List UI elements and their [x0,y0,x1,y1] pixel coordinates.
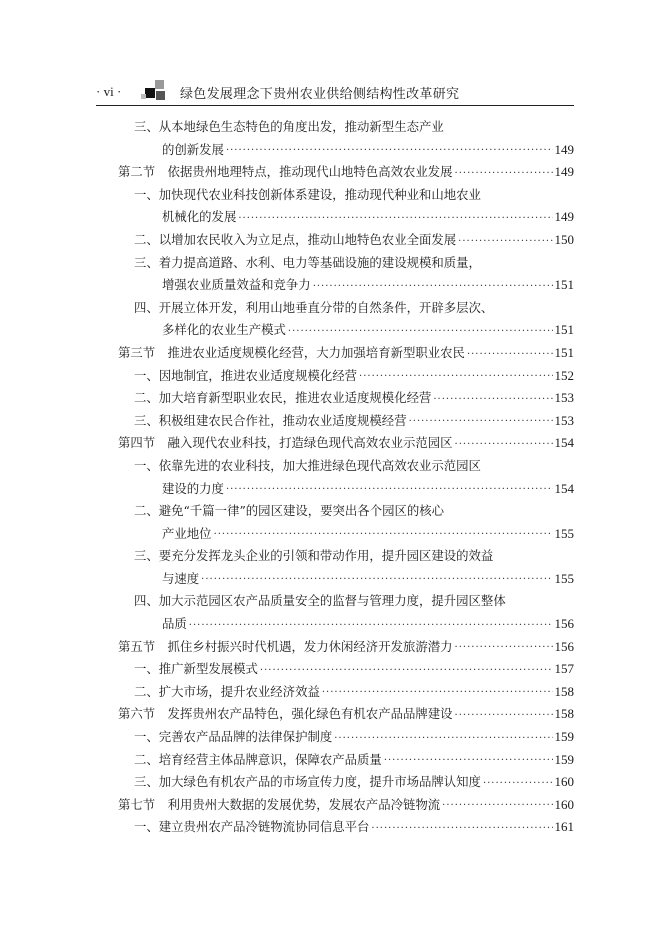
page-number: · vi · [96,84,122,99]
toc-entry-label: 二、以增加农民收入为立足点，推动山地特色农业全面发展 [134,231,457,247]
toc-entry [118,749,574,772]
dot-leader [455,435,553,455]
toc-entry-label: 建设的力度 [162,480,224,496]
toc-page-number: 160 [554,774,574,790]
toc-entry [118,658,574,681]
dot-leader [288,322,553,342]
toc-entry-label: 增强农业质量效益和竞争力 [162,277,311,293]
toc-entry-label: 一、建立贵州农产品冷链物流协同信息平台 [134,819,370,835]
dot-leader [458,232,552,252]
toc-page-number: 153 [554,390,574,406]
toc-page-number: 151 [554,344,574,360]
dot-leader [455,706,553,726]
dot-leader [409,412,553,432]
toc-entry-line1: 四、加大示范园区农产品质量安全的监督与管理力度，提升园区整体 [134,593,506,609]
running-header [96,78,566,104]
toc-page-number: 159 [554,729,574,745]
toc-entry-line1: 三、着力提高道路、水利、电力等基础设施的建设规模和质量， [134,254,481,270]
toc-entry-label: 第四节 融入现代农业科技，打造绿色现代高效农业示范园区 [118,435,453,451]
toc-entry-label: 一、因地制宜，推进农业适度规模化经营 [134,367,358,383]
toc-page-number: 154 [554,435,574,451]
toc-entry-label: 第六节 发挥贵州农产品特色，强化绿色有机农产品品牌建设 [118,706,453,722]
dot-leader [433,390,552,410]
toc-section-entry [118,161,574,184]
toc-entry [118,613,574,636]
toc-entry-line1: 一、依靠先进的农业科技，加大推进绿色现代高效农业示范园区 [134,457,481,473]
toc-page-number: 160 [554,796,574,812]
toc-entry-label: 品质 [162,616,187,632]
toc-page-number: 149 [554,141,574,157]
dot-leader [189,616,553,636]
dot-leader [384,751,553,771]
toc-page-number: 150 [554,231,574,247]
dot-leader [334,729,552,749]
toc-entry [118,206,574,229]
toc-entry-line1: 三、从本地绿色生态特色的角度出发，推动新型生态产业 [134,119,444,134]
toc-entry [118,365,574,388]
dot-leader [483,774,553,794]
toc-page-number: 158 [554,683,574,699]
toc-entry [118,478,574,501]
toc-page-number: 151 [554,322,574,338]
dot-leader [313,277,553,297]
dot-leader [359,367,552,387]
toc-page-number: 151 [554,277,574,293]
toc-entry-label: 的创新发展 [162,141,224,157]
dot-leader [201,570,552,590]
dot-leader [371,819,552,839]
dot-leader [455,164,553,184]
toc-page-number: 159 [554,751,574,767]
toc-entry-label: 第五节 抓住乡村振兴时代机遇，发力休闲经济开发旅游潜力 [118,638,453,654]
decorative-squares-icon [141,80,169,102]
table-of-contents [118,116,574,839]
toc-page-number: 153 [554,412,574,428]
toc-section-entry [118,342,574,365]
toc-entry-line1: 四、开展立体开发，利用山地垂直分带的自然条件，开辟多层次、 [134,299,494,315]
toc-entry [118,410,574,433]
toc-page-number: 158 [554,706,574,722]
dot-leader [214,525,553,545]
toc-entry-label: 第二节 依据贵州地理特点，推动现代山地特色高效农业发展 [118,164,453,180]
dot-leader [226,141,553,161]
toc-page-number: 149 [554,164,574,180]
book-title: 绿色发展理念下贵州农业供给侧结构性改革研究 [180,87,460,102]
toc-entry-line1: 二、避免“千篇一律”的园区建设，要突出各个园区的核心 [134,503,445,519]
toc-page-number: 152 [554,367,574,383]
toc-entry [118,387,574,410]
dot-leader [260,661,553,681]
toc-entry-label: 三、加大绿色有机农产品的市场宣传力度，提升市场品牌认知度 [134,774,481,790]
dot-leader [455,638,553,658]
toc-entry-label: 第三节 推进农业适度规模化经营，大力加强培育新型职业农民 [118,344,465,360]
dot-leader [322,683,553,703]
toc-entry [118,229,574,252]
toc-entry [118,771,574,794]
toc-page-number: 149 [554,209,574,225]
toc-section-entry [118,432,574,455]
toc-page-number: 156 [554,616,574,632]
toc-entry [118,568,574,591]
toc-entry-label: 与速度 [162,570,200,586]
toc-entry-label: 产业地位 [162,525,212,541]
dot-leader [226,480,553,500]
toc-page-number: 155 [554,525,574,541]
toc-entry [118,523,574,546]
toc-section-entry [118,703,574,726]
toc-entry-label: 第七节 利用贵州大数据的发展优势，发展农产品冷链物流 [118,796,441,812]
toc-page-number: 156 [554,638,574,654]
toc-page-number: 161 [554,819,574,835]
toc-page-number: 154 [554,480,574,496]
toc-entry-label: 二、加大培育新型职业农民，推进农业适度规模化经营 [134,390,432,406]
toc-entry [118,274,574,297]
dot-leader [442,796,552,816]
toc-entry-label: 二、培育经营主体品牌意识，保障农产品质量 [134,751,382,767]
toc-entry [118,726,574,749]
toc-entry-line1: 一、加快现代农业科技创新体系建设，推动现代种业和山地农业 [134,186,481,202]
toc-entry [118,681,574,704]
toc-entry-line1: 三、要充分发挥龙头企业的引领和带动作用，提升园区建设的效益 [134,548,494,564]
header-divider [96,105,574,106]
toc-entry-label: 机械化的发展 [162,209,237,225]
toc-entry-label: 一、推广新型发展模式 [134,661,258,677]
toc-entry-label: 多样化的农业生产模式 [162,322,286,338]
toc-entry [118,319,574,342]
toc-entry-label: 一、完善农产品品牌的法律保护制度 [134,729,333,745]
toc-entry-label: 三、积极组建农民合作社，推动农业适度规模经营 [134,412,407,428]
toc-entry-label: 二、扩大市场，提升农业经济效益 [134,683,320,699]
dot-leader [238,209,552,229]
toc-page-number: 155 [554,570,574,586]
dot-leader [467,345,553,365]
toc-page-number: 157 [554,661,574,677]
toc-section-entry [118,636,574,659]
toc-section-entry [118,794,574,817]
toc-entry [118,139,574,162]
toc-entry [118,816,574,839]
